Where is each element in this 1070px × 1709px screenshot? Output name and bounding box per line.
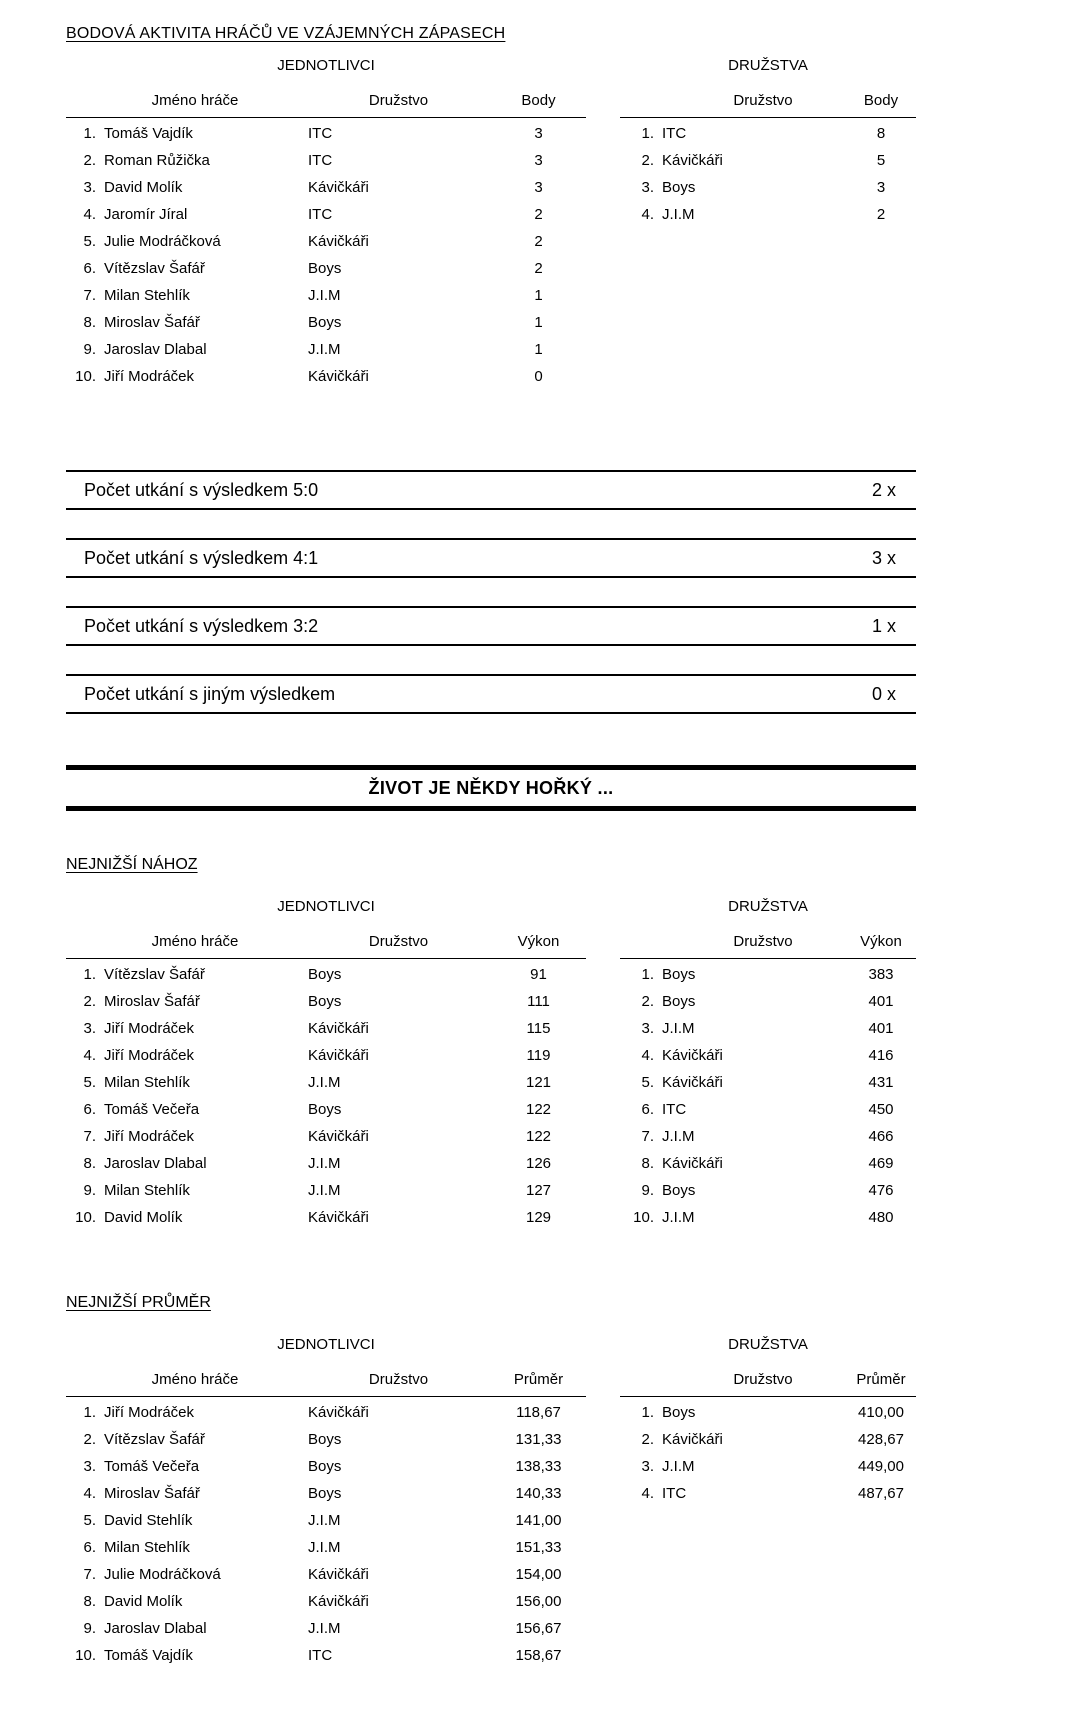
player-name-cell: Jiří Modráček — [104, 1128, 195, 1145]
column-header-player: Jméno hráče — [151, 92, 239, 109]
team-cell: Kávičkáři — [308, 368, 369, 385]
value-cell: 469 — [868, 1155, 894, 1172]
rank-cell: 6. — [83, 1539, 96, 1556]
team-cell: ITC — [308, 125, 333, 142]
team-cell: Boys — [308, 1431, 342, 1448]
rank-cell: 3. — [83, 1020, 96, 1037]
table-header-row — [66, 933, 586, 959]
team-cell: ITC — [308, 1647, 333, 1664]
rank-cell: 3. — [83, 1458, 96, 1475]
value-cell: 480 — [868, 1209, 894, 1226]
rank-cell: 4. — [641, 1485, 654, 1502]
team-cell: Kávičkáři — [308, 1209, 369, 1226]
banner — [66, 765, 916, 811]
player-row — [66, 201, 586, 228]
column-header-value: Výkon — [517, 933, 560, 950]
value-cell: 156,67 — [515, 1620, 562, 1637]
team-row — [620, 174, 916, 201]
value-cell: 2 — [534, 260, 543, 277]
player-name-cell: Julie Modráčková — [104, 1566, 221, 1583]
rank-cell: 8. — [83, 1593, 96, 1610]
rank-cell: 1. — [83, 1404, 96, 1421]
team-cell: Boys — [308, 966, 342, 983]
value-cell: 410,00 — [858, 1404, 904, 1421]
team-cell: Boys — [308, 260, 342, 277]
page-title: BODOVÁ AKTIVITA HRÁČŮ VE VZÁJEMNÝCH ZÁPASECH — [66, 25, 506, 42]
value-cell: 8 — [876, 125, 886, 142]
rank-cell: 6. — [83, 1101, 96, 1118]
team-cell: Kávičkáři — [662, 152, 723, 169]
rank-cell: 1. — [641, 966, 654, 983]
player-row — [66, 363, 586, 390]
teams-caption: DRUŽSTVA — [728, 898, 808, 915]
team-cell: Boys — [662, 1404, 696, 1421]
value-cell: 3 — [876, 179, 886, 196]
column-header-value: Body — [521, 92, 556, 109]
team-cell: Kávičkáři — [308, 1047, 369, 1064]
value-cell: 1 — [534, 287, 543, 304]
summary-label: Počet utkání s výsledkem 4:1 — [84, 547, 319, 568]
summary-label: Počet utkání s výsledkem 5:0 — [84, 479, 319, 500]
player-name-cell: Vítězslav Šafář — [104, 260, 205, 277]
player-row — [66, 1399, 586, 1426]
value-cell: 156,00 — [515, 1593, 562, 1610]
summary-count: 0 x — [871, 683, 896, 704]
value-cell: 476 — [868, 1182, 894, 1199]
section-heading-lowest-throw: NEJNIŽŠÍ NÁHOZ — [66, 856, 198, 873]
player-name-cell: Milan Stehlík — [104, 287, 190, 304]
summary-row — [66, 674, 916, 714]
team-cell: J.I.M — [662, 1209, 695, 1226]
player-row — [66, 255, 586, 282]
points-teams-table — [620, 57, 916, 390]
team-cell: Kávičkáři — [308, 1593, 369, 1610]
player-row — [66, 1615, 586, 1642]
value-cell: 0 — [534, 368, 543, 385]
player-name-cell: Milan Stehlík — [104, 1074, 190, 1091]
rank-cell: 3. — [641, 179, 654, 196]
table-header-row — [66, 92, 586, 118]
team-row — [620, 1426, 916, 1453]
individuals-caption: JEDNOTLIVCI — [277, 1336, 375, 1353]
lowest-throw-tables — [66, 898, 916, 1231]
table-body — [620, 959, 916, 1231]
section-heading-lowest-average: NEJNIŽŠÍ PRŮMĚR — [66, 1294, 211, 1311]
column-header-team: Družstvo — [733, 92, 793, 109]
team-cell: J.I.M — [308, 341, 341, 358]
value-cell: 449,00 — [858, 1458, 904, 1475]
player-name-cell: Miroslav Šafář — [104, 993, 200, 1010]
player-row — [66, 1123, 586, 1150]
column-header-value: Výkon — [860, 933, 902, 950]
rank-cell: 4. — [83, 206, 96, 223]
team-cell: Kávičkáři — [308, 1020, 369, 1037]
player-name-cell: David Stehlík — [104, 1512, 193, 1529]
table-body — [66, 1397, 586, 1669]
player-row — [66, 1561, 586, 1588]
player-row — [66, 1642, 586, 1669]
summary-label: Počet utkání s výsledkem 3:2 — [84, 615, 319, 636]
rank-cell: 2. — [83, 1431, 96, 1448]
rank-cell: 7. — [83, 287, 96, 304]
value-cell: 2 — [534, 233, 543, 250]
column-header-player: Jméno hráče — [151, 1371, 239, 1388]
rank-cell: 5. — [83, 1074, 96, 1091]
player-row — [66, 1042, 586, 1069]
player-row — [66, 282, 586, 309]
team-row — [620, 1399, 916, 1426]
team-cell: Kávičkáři — [308, 1128, 369, 1145]
team-row — [620, 1453, 916, 1480]
table-header-row — [620, 933, 916, 959]
rank-cell: 8. — [83, 314, 96, 331]
rank-cell: 9. — [83, 1182, 96, 1199]
lowest-throw-individuals-table — [66, 898, 586, 1231]
player-row — [66, 1096, 586, 1123]
value-cell: 1 — [534, 341, 543, 358]
rank-cell: 2. — [641, 152, 654, 169]
team-row — [620, 1042, 916, 1069]
rank-cell: 7. — [83, 1566, 96, 1583]
player-name-cell: Jiří Modráček — [104, 1047, 195, 1064]
team-cell: J.I.M — [308, 1155, 341, 1172]
lowest-throw-teams-table — [620, 898, 916, 1231]
value-cell: 5 — [876, 152, 886, 169]
value-cell: 401 — [868, 1020, 894, 1037]
lowest-average-tables — [66, 1336, 916, 1669]
value-cell: 140,33 — [515, 1485, 562, 1502]
player-name-cell: Miroslav Šafář — [104, 1485, 200, 1502]
rank-cell: 6. — [83, 260, 96, 277]
column-header-value: Průměr — [856, 1371, 906, 1388]
rank-cell: 1. — [83, 966, 96, 983]
value-cell: 3 — [534, 125, 543, 142]
player-row — [66, 1507, 586, 1534]
value-cell: 91 — [530, 966, 547, 983]
team-cell: Boys — [662, 1182, 696, 1199]
rank-cell: 9. — [83, 1620, 96, 1637]
player-row — [66, 147, 586, 174]
summary-row — [66, 606, 916, 646]
team-cell: ITC — [308, 206, 333, 223]
value-cell: 122 — [525, 1128, 552, 1145]
player-row — [66, 309, 586, 336]
team-cell: Boys — [308, 1101, 342, 1118]
player-row — [66, 1453, 586, 1480]
rank-cell: 4. — [83, 1485, 96, 1502]
summary-row — [66, 538, 916, 578]
summary-count: 1 x — [871, 615, 896, 636]
value-cell: 121 — [525, 1074, 552, 1091]
rank-cell: 3. — [641, 1020, 654, 1037]
player-name-cell: David Molík — [104, 1209, 183, 1226]
value-cell: 431 — [868, 1074, 894, 1091]
value-cell: 129 — [525, 1209, 552, 1226]
value-cell: 2 — [876, 206, 886, 223]
summary-count: 2 x — [871, 479, 896, 500]
player-row — [66, 174, 586, 201]
value-cell: 115 — [526, 1020, 551, 1037]
summary-label: Počet utkání s jiným výsledkem — [84, 683, 336, 704]
rank-cell: 1. — [83, 125, 96, 142]
value-cell: 416 — [868, 1047, 894, 1064]
table-body — [66, 118, 586, 390]
team-cell: J.I.M — [308, 1074, 341, 1091]
value-cell: 401 — [868, 993, 894, 1010]
column-header-value: Body — [863, 92, 899, 109]
rank-cell: 7. — [641, 1128, 654, 1145]
player-name-cell: Jiří Modráček — [104, 368, 195, 385]
team-cell: J.I.M — [662, 1458, 695, 1475]
team-cell: Boys — [308, 1458, 342, 1475]
player-name-cell: Jaromír Jíral — [104, 206, 188, 223]
team-cell: J.I.M — [308, 1182, 341, 1199]
value-cell: 131,33 — [515, 1431, 562, 1448]
team-cell: Boys — [308, 314, 342, 331]
player-name-cell: Vítězslav Šafář — [104, 966, 205, 983]
rank-cell: 3. — [641, 1458, 654, 1475]
team-cell: Boys — [308, 1485, 342, 1502]
player-row — [66, 1150, 586, 1177]
rank-cell: 5. — [83, 233, 96, 250]
player-name-cell: Julie Modráčková — [104, 233, 221, 250]
team-cell: ITC — [308, 152, 333, 169]
player-row — [66, 228, 586, 255]
team-row — [620, 1150, 916, 1177]
rank-cell: 10. — [75, 1209, 96, 1226]
summary-row — [66, 470, 916, 510]
player-name-cell: Tomáš Vajdík — [104, 1647, 193, 1664]
value-cell: 158,67 — [515, 1647, 562, 1664]
team-cell: Boys — [662, 966, 696, 983]
value-cell: 450 — [868, 1101, 894, 1118]
rank-cell: 3. — [83, 179, 96, 196]
column-header-team: Družstvo — [368, 92, 429, 109]
player-name-cell: Tomáš Večeřa — [104, 1458, 200, 1475]
team-cell: ITC — [662, 1101, 687, 1118]
teams-caption: DRUŽSTVA — [728, 57, 808, 74]
player-name-cell: Tomáš Vajdík — [104, 125, 193, 142]
team-row — [620, 1015, 916, 1042]
team-cell: ITC — [662, 125, 687, 142]
rank-cell: 2. — [83, 152, 96, 169]
player-row — [66, 1204, 586, 1231]
rank-cell: 10. — [75, 368, 96, 385]
rank-cell: 4. — [641, 206, 654, 223]
value-cell: 466 — [868, 1128, 894, 1145]
player-row — [66, 988, 586, 1015]
team-cell: Kávičkáři — [662, 1155, 723, 1172]
team-cell: Boys — [308, 993, 342, 1010]
player-row — [66, 1480, 586, 1507]
value-cell: 3 — [534, 179, 543, 196]
team-cell: Boys — [662, 993, 696, 1010]
rank-cell: 9. — [641, 1182, 654, 1199]
column-header-team: Družstvo — [368, 933, 429, 950]
table-header-row — [66, 1371, 586, 1397]
value-cell: 2 — [534, 206, 543, 223]
team-cell: Kávičkáři — [308, 179, 369, 196]
rank-cell: 8. — [83, 1155, 96, 1172]
lowest-average-individuals-table — [66, 1336, 586, 1669]
team-cell: J.I.M — [308, 1539, 341, 1556]
column-header-team: Družstvo — [368, 1371, 429, 1388]
player-row — [66, 120, 586, 147]
team-row — [620, 201, 916, 228]
rank-cell: 4. — [83, 1047, 96, 1064]
table-header-row — [620, 1371, 916, 1397]
team-row — [620, 147, 916, 174]
team-cell: Kávičkáři — [662, 1047, 723, 1064]
table-body — [620, 1397, 916, 1507]
player-row — [66, 1177, 586, 1204]
rank-cell: 2. — [641, 1431, 654, 1448]
table-body — [66, 959, 586, 1231]
value-cell: 122 — [525, 1101, 552, 1118]
value-cell: 118,67 — [516, 1404, 561, 1421]
rank-cell: 1. — [641, 1404, 654, 1421]
team-cell: Kávičkáři — [662, 1074, 723, 1091]
team-cell: J.I.M — [662, 206, 695, 223]
table-body — [620, 118, 916, 228]
summary-count: 3 x — [871, 547, 896, 568]
rank-cell: 10. — [75, 1647, 96, 1664]
player-name-cell: Vítězslav Šafář — [104, 1431, 205, 1448]
team-row — [620, 1123, 916, 1150]
player-name-cell: Tomáš Večeřa — [104, 1101, 200, 1118]
rank-cell: 4. — [641, 1047, 654, 1064]
table-header-row — [620, 92, 916, 118]
player-name-cell: Jaroslav Dlabal — [104, 1155, 207, 1172]
rank-cell: 1. — [641, 125, 654, 142]
player-row — [66, 1588, 586, 1615]
teams-caption: DRUŽSTVA — [728, 1336, 808, 1353]
points-individuals-table — [66, 57, 586, 390]
player-name-cell: David Molík — [104, 1593, 183, 1610]
player-row — [66, 336, 586, 363]
player-name-cell: Jaroslav Dlabal — [104, 1620, 207, 1637]
player-row — [66, 1069, 586, 1096]
team-cell: J.I.M — [308, 1512, 341, 1529]
player-name-cell: Jiří Modráček — [104, 1404, 195, 1421]
rank-cell: 9. — [83, 341, 96, 358]
team-cell: Kávičkáři — [308, 233, 369, 250]
player-row — [66, 1426, 586, 1453]
player-row — [66, 1015, 586, 1042]
value-cell: 1 — [534, 314, 543, 331]
rank-cell: 5. — [641, 1074, 654, 1091]
rank-cell: 5. — [83, 1512, 96, 1529]
column-header-team: Družstvo — [733, 933, 793, 950]
column-header-team: Družstvo — [733, 1371, 793, 1388]
team-cell: J.I.M — [662, 1128, 695, 1145]
rank-cell: 6. — [641, 1101, 654, 1118]
player-name-cell: Jaroslav Dlabal — [104, 341, 207, 358]
team-cell: Kávičkáři — [308, 1404, 369, 1421]
value-cell: 127 — [525, 1182, 552, 1199]
points-tables — [66, 57, 916, 390]
team-row — [620, 120, 916, 147]
player-name-cell: Milan Stehlík — [104, 1539, 190, 1556]
rank-cell: 2. — [641, 993, 654, 1010]
player-name-cell: Jiří Modráček — [104, 1020, 195, 1037]
player-name-cell: Milan Stehlík — [104, 1182, 190, 1199]
team-row — [620, 1096, 916, 1123]
column-header-value: Průměr — [513, 1371, 564, 1388]
rank-cell: 10. — [633, 1209, 654, 1226]
value-cell: 119 — [526, 1047, 551, 1064]
value-cell: 383 — [868, 966, 894, 983]
team-row — [620, 988, 916, 1015]
value-cell: 141,00 — [515, 1512, 562, 1529]
team-cell: Kávičkáři — [662, 1431, 723, 1448]
player-name-cell: David Molík — [104, 179, 183, 196]
value-cell: 154,00 — [515, 1566, 562, 1583]
rank-cell: 7. — [83, 1128, 96, 1145]
team-cell: ITC — [662, 1485, 687, 1502]
value-cell: 487,67 — [858, 1485, 904, 1502]
column-header-player: Jméno hráče — [151, 933, 239, 950]
player-row — [66, 1534, 586, 1561]
value-cell: 428,67 — [858, 1431, 904, 1448]
value-cell: 151,33 — [515, 1539, 562, 1556]
rank-cell: 2. — [83, 993, 96, 1010]
value-cell: 111 — [527, 993, 550, 1010]
player-row — [66, 961, 586, 988]
team-cell: J.I.M — [662, 1020, 695, 1037]
individuals-caption: JEDNOTLIVCI — [277, 898, 375, 915]
team-row — [620, 1204, 916, 1231]
team-row — [620, 961, 916, 988]
banner-title: ŽIVOT JE NĚKDY HOŘKÝ ... — [368, 778, 614, 798]
team-row — [620, 1069, 916, 1096]
lowest-average-teams-table — [620, 1336, 916, 1669]
team-cell: Kávičkáři — [308, 1566, 369, 1583]
team-cell: J.I.M — [308, 1620, 341, 1637]
match-results-summary — [66, 470, 916, 714]
rank-cell: 8. — [641, 1155, 654, 1172]
team-row — [620, 1177, 916, 1204]
player-name-cell: Roman Růžička — [104, 152, 210, 169]
team-cell: J.I.M — [308, 287, 341, 304]
individuals-caption: JEDNOTLIVCI — [277, 57, 375, 74]
team-cell: Boys — [662, 179, 696, 196]
value-cell: 126 — [525, 1155, 552, 1172]
team-row — [620, 1480, 916, 1507]
value-cell: 3 — [534, 152, 543, 169]
player-name-cell: Miroslav Šafář — [104, 314, 200, 331]
value-cell: 138,33 — [515, 1458, 562, 1475]
